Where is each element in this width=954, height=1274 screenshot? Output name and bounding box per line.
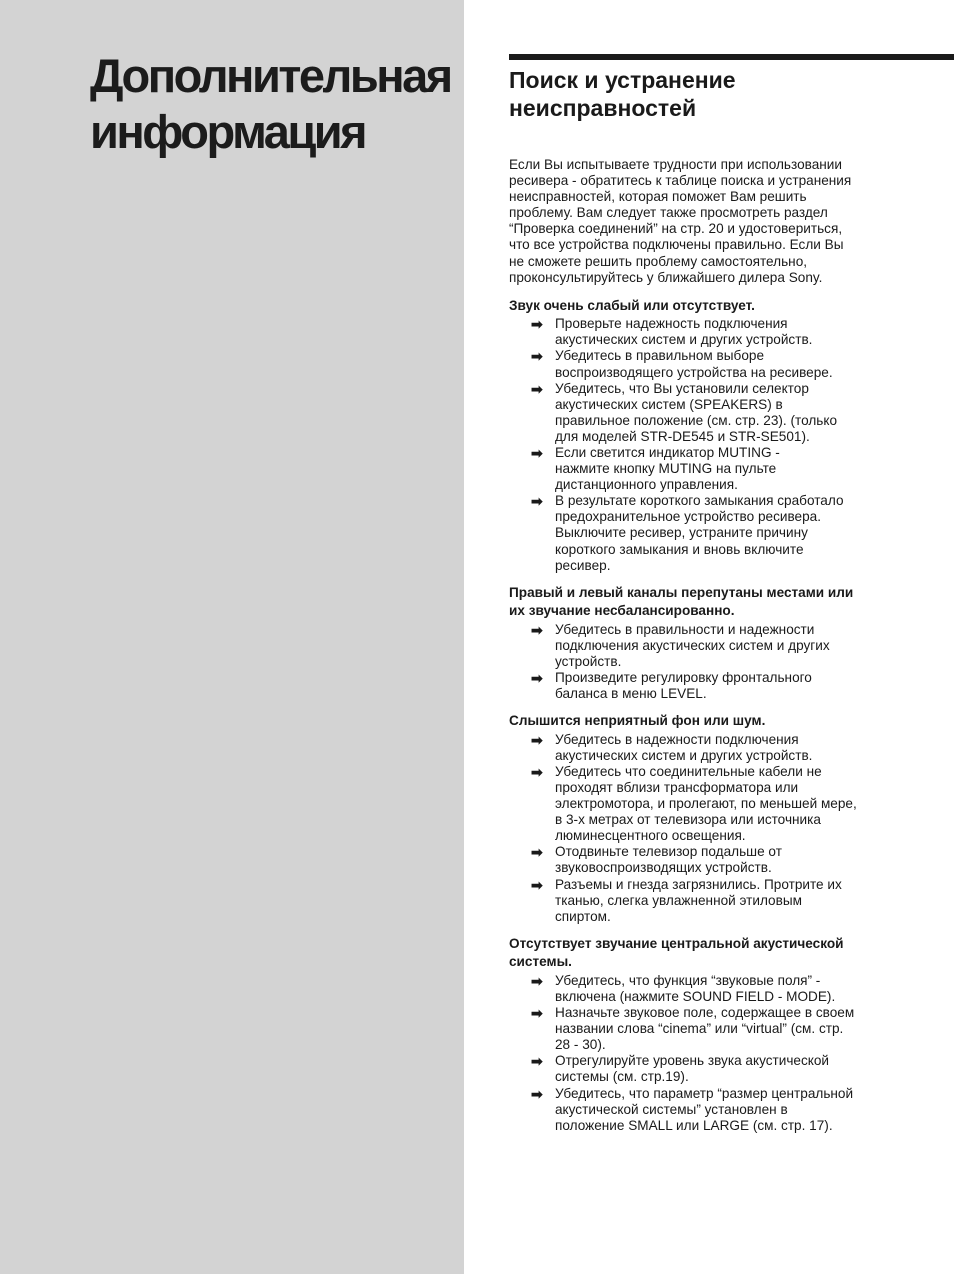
solution-line: Убедитесь в правильном выборе (555, 348, 765, 364)
problem-heading-line: Отсутствует звучание центральной акустической (509, 935, 844, 951)
solution-item (509, 670, 889, 702)
solution-line: баланса в меню LEVEL. (555, 686, 707, 702)
solution-line: короткого замыкания и вновь включите (555, 541, 804, 557)
solution-item (509, 1086, 889, 1134)
intro-line: неисправностей, которая поможет Вам решить (509, 189, 807, 205)
solution-text (555, 670, 889, 702)
section-title-line: Поиск и устранение (509, 67, 736, 93)
solution-line: воспроизводящего устройства на ресивере. (555, 364, 833, 380)
problem-heading-line: системы. (509, 954, 572, 970)
arrow-right-icon: ➡ (531, 763, 543, 780)
problem-group (509, 584, 889, 702)
solution-item (509, 877, 889, 925)
chapter-panel (0, 0, 464, 1274)
solution-text (555, 348, 889, 380)
solution-line: Выключите ресивер, устраните причину (555, 525, 808, 541)
problem-group (509, 935, 889, 1134)
solution-text (555, 1005, 889, 1053)
solution-line: Если светится индикатор MUTING - (555, 445, 780, 460)
solution-item (509, 844, 889, 876)
solution-line: проходят вблизи трансформатора или (555, 780, 799, 795)
arrow-right-icon: ➡ (531, 844, 543, 861)
solution-line: положение SMALL или LARGE (см. стр. 17). (555, 1117, 833, 1133)
solution-line: акустической системы” установлен в (555, 1101, 788, 1117)
solution-line: нажмите кнопку MUTING на пульте (555, 461, 777, 477)
solution-line: Убедитесь, что Вы установили селектор (555, 380, 809, 396)
solution-line: подключения акустических систем и других (555, 637, 830, 653)
troubleshooting-content (509, 157, 889, 1144)
solution-line: названии слова “cinema” или “virtual” (см. стр. (555, 1021, 844, 1037)
solution-line: Убедитесь в надежности подключения (555, 731, 799, 747)
solution-line: устройств. (555, 653, 622, 669)
solution-line: акустических систем и других устройств. (555, 747, 813, 763)
arrow-right-icon: ➡ (531, 731, 543, 748)
solution-text (555, 844, 889, 876)
solution-item (509, 622, 889, 670)
solution-text (555, 381, 889, 445)
solution-line: спиртом. (555, 908, 611, 924)
solution-item (509, 381, 889, 445)
problem-heading-line: Правый и левый каналы перепутаны местами или (509, 584, 854, 600)
arrow-right-icon: ➡ (531, 316, 543, 333)
solution-line: Проверьте надежность подключения (555, 316, 788, 332)
solution-line: В результате короткого замыкания сработало (555, 493, 844, 509)
solution-text (555, 493, 889, 573)
solution-item (509, 1005, 889, 1053)
solution-list (509, 973, 889, 1134)
arrow-right-icon: ➡ (531, 1005, 543, 1022)
problem-heading (509, 297, 889, 316)
solution-list (509, 622, 889, 702)
section-title (509, 66, 929, 122)
arrow-right-icon: ➡ (531, 348, 543, 365)
solution-text (555, 445, 889, 493)
solution-text (555, 316, 889, 348)
solution-line: Отодвиньте телевизор подальше от (555, 844, 782, 860)
solution-line: дистанционного управления. (555, 477, 738, 493)
solution-item (509, 445, 889, 493)
chapter-title-line: информация (90, 105, 366, 158)
solution-item (509, 764, 889, 844)
problem-group (509, 297, 889, 574)
solution-item (509, 732, 889, 764)
solution-line: люминесцентного освещения. (555, 828, 746, 844)
solution-text (555, 1053, 889, 1085)
solution-line: тканью, слегка увлажненной этиловым (555, 892, 802, 908)
section-rule (509, 54, 954, 60)
solution-item (509, 1053, 889, 1085)
solution-text (555, 764, 889, 844)
intro-line: не сможете решить проблему самостоятельно, (509, 253, 808, 269)
problem-heading-line: их звучание несбалансированно. (509, 603, 735, 619)
intro-line: что все устройства подключены правильно. Если Вы (509, 237, 844, 253)
solution-line: ресивер. (555, 557, 611, 573)
troubleshooting-groups (509, 297, 889, 1134)
solution-item (509, 493, 889, 573)
solution-text (555, 732, 889, 764)
solution-line: Убедитесь, что параметр “размер центральной (555, 1085, 854, 1101)
intro-line: ресивера - обратитесь к таблице поиска и устранения (509, 173, 852, 189)
chapter-title-line: Дополнительная (90, 49, 451, 102)
solution-line: Разъемы и гнезда загрязнились. Протрите их (555, 876, 842, 892)
problem-heading (509, 712, 889, 731)
solution-line: 28 - 30). (555, 1037, 606, 1053)
intro-line: “Проверка соединений” на стр. 20 и удостовериться, (509, 221, 843, 237)
arrow-right-icon: ➡ (531, 380, 543, 397)
solution-line: акустических систем и других устройств. (555, 332, 813, 348)
solution-line: правильное положение (см. стр. 23). (только (555, 412, 838, 428)
solution-text (555, 622, 889, 670)
solution-item (509, 316, 889, 348)
arrow-right-icon: ➡ (531, 972, 543, 989)
solution-list (509, 732, 889, 925)
intro-paragraph (509, 157, 889, 286)
solution-line: Убедитесь, что функция “звуковые поля” - (555, 972, 821, 988)
intro-line: проконсультируйтесь у ближайшего дилера Sony. (509, 269, 823, 285)
solution-line: Убедитесь в правильности и надежности (555, 621, 815, 637)
solution-line: Назначьте звуковое поле, содержащее в своем (555, 1005, 855, 1021)
solution-line: включена (нажмите SOUND FIELD - MODE). (555, 988, 836, 1004)
solution-text (555, 877, 889, 925)
problem-heading (509, 584, 889, 621)
solution-line: в 3-х метрах от телевизора или источника (555, 812, 821, 828)
solution-text (555, 1086, 889, 1134)
arrow-right-icon: ➡ (531, 445, 543, 461)
problem-heading (509, 935, 889, 972)
solution-line: звуковоспроизводящих устройств. (555, 860, 772, 876)
arrow-right-icon: ➡ (531, 621, 543, 638)
solution-line: электромотора, и пролегают, по меньшей мере, (555, 796, 857, 812)
chapter-title (90, 48, 460, 160)
solution-line: предохранительное устройство ресивера. (555, 509, 821, 525)
solution-item (509, 348, 889, 380)
arrow-right-icon: ➡ (531, 670, 543, 687)
intro-line: проблему. Вам следует также просмотреть раздел (509, 205, 828, 221)
section-title-line: неисправностей (509, 95, 697, 121)
arrow-right-icon: ➡ (531, 1053, 543, 1070)
solution-text (555, 973, 889, 1005)
solution-line: Произведите регулировку фронтального (555, 670, 812, 686)
solution-line: для моделей STR-DE545 и STR-SE501). (555, 428, 810, 444)
arrow-right-icon: ➡ (531, 493, 543, 510)
solution-line: акустических систем (SPEAKERS) в (555, 396, 783, 412)
problem-heading-line: Звук очень слабый или отсутствует. (509, 297, 755, 313)
intro-line: Если Вы испытываете трудности при использовании (509, 157, 842, 172)
arrow-right-icon: ➡ (531, 1085, 543, 1102)
solution-line: Отрегулируйте уровень звука акустической (555, 1053, 830, 1069)
solution-line: системы (см. стр.19). (555, 1069, 689, 1085)
solution-list (509, 316, 889, 574)
problem-heading-line: Слышится неприятный фон или шум. (509, 713, 766, 729)
solution-item (509, 973, 889, 1005)
arrow-right-icon: ➡ (531, 876, 543, 893)
solution-line: Убедитесь что соединительные кабели не (555, 763, 822, 779)
problem-group (509, 712, 889, 925)
